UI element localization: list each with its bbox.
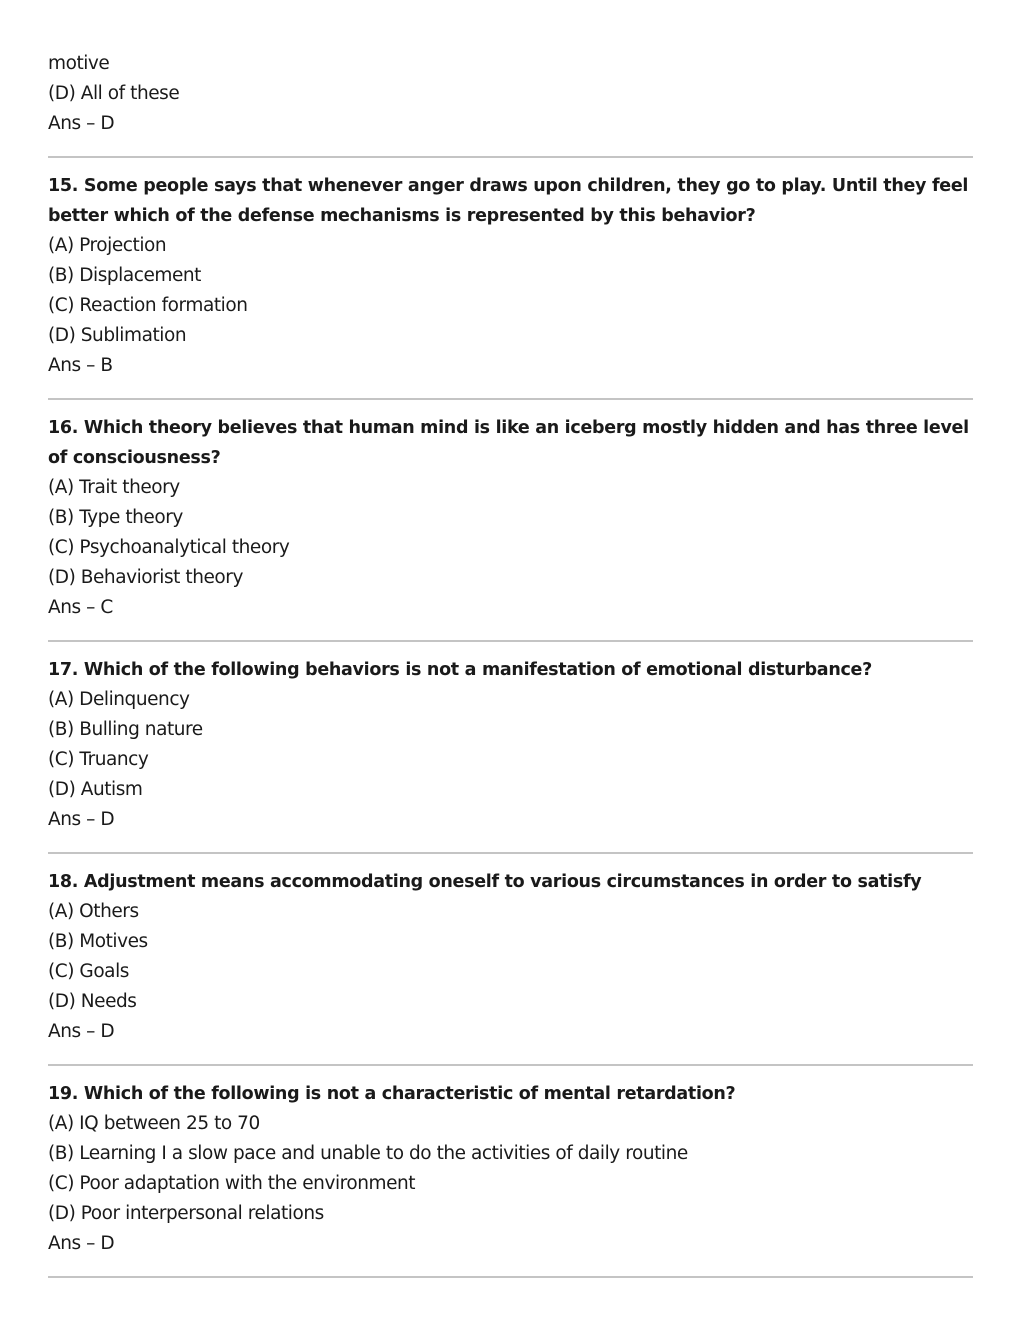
document-page <box>48 49 973 1291</box>
option-a: (A) Delinquency <box>48 689 190 710</box>
divider <box>48 640 973 642</box>
option-d: (D) Needs <box>48 991 137 1012</box>
question-block-18 <box>48 867 973 1047</box>
question-block-17 <box>48 655 973 835</box>
option-d: (D) Sublimation <box>48 325 187 346</box>
continued-line: motive <box>48 53 110 74</box>
option-a: (A) Others <box>48 901 139 922</box>
answer: Ans – D <box>48 1233 115 1254</box>
option-b: (B) Type theory <box>48 507 183 528</box>
answer: Ans – D <box>48 1021 115 1042</box>
option-b: (B) Displacement <box>48 265 201 286</box>
divider <box>48 1064 973 1066</box>
divider <box>48 156 973 158</box>
answer: Ans – D <box>48 113 115 134</box>
question-block-19 <box>48 1079 973 1259</box>
option-d: (D) Behaviorist theory <box>48 567 243 588</box>
option-d: (D) Poor interpersonal relations <box>48 1203 324 1224</box>
divider <box>48 398 973 400</box>
option-d: (D) Autism <box>48 779 143 800</box>
answer: Ans – C <box>48 597 113 618</box>
option-d: (D) All of these <box>48 83 180 104</box>
option-c: (C) Reaction formation <box>48 295 248 316</box>
question-block-16 <box>48 413 973 623</box>
question-text: 19. Which of the following is not a characteristic of mental retardation? <box>48 1084 736 1104</box>
divider <box>48 852 973 854</box>
option-c: (C) Psychoanalytical theory <box>48 537 290 558</box>
divider <box>48 1276 973 1278</box>
option-b: (B) Motives <box>48 931 148 952</box>
question-text: 16. Which theory believes that human mind is like an iceberg mostly hidden and has three level of consciousness? <box>48 418 969 468</box>
question-text: 18. Adjustment means accommodating oneself to various circumstances in order to satisfy <box>48 872 922 892</box>
option-c: (C) Goals <box>48 961 129 982</box>
option-c: (C) Truancy <box>48 749 149 770</box>
continued-question <box>48 49 973 139</box>
option-b: (B) Bulling nature <box>48 719 203 740</box>
answer: Ans – D <box>48 809 115 830</box>
question-text: 17. Which of the following behaviors is not a manifestation of emotional disturbance? <box>48 660 872 680</box>
option-a: (A) Projection <box>48 235 167 256</box>
answer: Ans – B <box>48 355 113 376</box>
option-b: (B) Learning I a slow pace and unable to do the activities of daily routine <box>48 1143 688 1164</box>
option-a: (A) IQ between 25 to 70 <box>48 1113 260 1134</box>
option-a: (A) Trait theory <box>48 477 180 498</box>
question-text: 15. Some people says that whenever anger draws upon children, they go to play. Until they feel better which of the defense mechanisms is represented by this behavior? <box>48 176 969 226</box>
question-block-15 <box>48 171 973 381</box>
option-c: (C) Poor adaptation with the environment <box>48 1173 416 1194</box>
